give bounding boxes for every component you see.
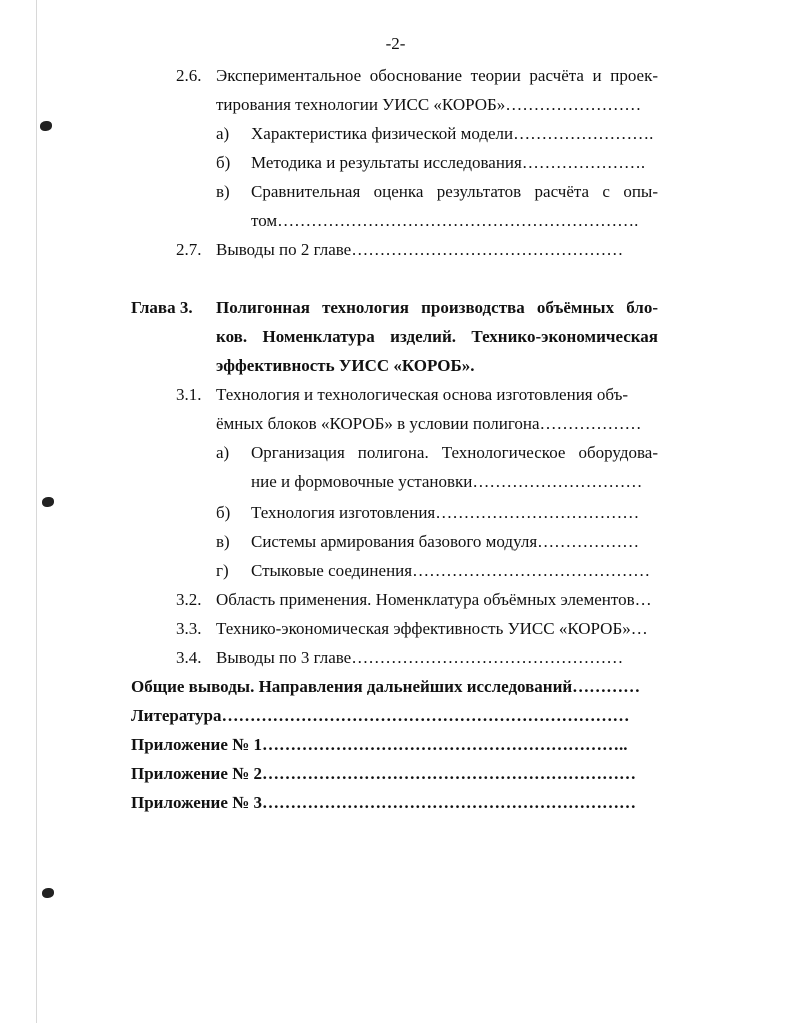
entry-title: Организация полигона. Технологическое оборудова- (251, 443, 658, 462)
entry-letter: г) (216, 561, 229, 580)
entry-title: Системы армирования базового модуля……………… (251, 532, 640, 551)
entry-title: том………………………………………………………. (251, 211, 639, 230)
page-number: -2- (385, 34, 406, 53)
binder-hole-icon (42, 497, 54, 507)
chapter-title: ков. Номенклатура изделий. Технико-экономическая (216, 327, 658, 346)
entry-title: Выводы по 2 главе………………………………………… (216, 240, 624, 259)
entry-number: 3.3. (176, 619, 202, 638)
chapter-title: Полигонная технология производства объёмных бло- (216, 298, 658, 317)
entry-title: Область применения. Номенклатура объёмных элементов… (216, 590, 652, 609)
entry-number: 3.1. (176, 385, 202, 404)
entry-letter: а) (216, 443, 230, 462)
entry-title: Экспериментальное обоснование теории расчёта и проек- (216, 66, 658, 85)
entry-letter: а) (216, 124, 230, 143)
entry-title: ние и формовочные установки………………………… (251, 472, 643, 491)
binder-hole-icon (40, 121, 52, 131)
entry-title: Методика и результаты исследования…………………. (251, 153, 646, 172)
toc-conclusions: Общие выводы. Направления дальнейших исследований………… (131, 677, 641, 696)
entry-title: Технология и технологическая основа изготовления объ- (216, 385, 629, 404)
binder-hole-icon (42, 888, 54, 898)
entry-title: Технология изготовления……………………………… (251, 503, 640, 522)
entry-letter: в) (216, 182, 230, 201)
toc-literature: Литература……………………………………………………………… (131, 706, 630, 725)
entry-title: Выводы по 3 главе………………………………………… (216, 648, 624, 667)
toc-appendix-2: Приложение № 2………………………………………………………… (131, 764, 636, 783)
entry-number: 2.6. (176, 66, 202, 85)
chapter-number: Глава 3. (131, 298, 193, 317)
entry-title: Технико-экономическая эффективность УИСС «КОРОБ»… (216, 619, 648, 638)
entry-title: Характеристика физической модели……………………. (251, 124, 654, 143)
toc-appendix-1: Приложение № 1……………………………………………………….. (131, 735, 628, 754)
entry-title: Стыковые соединения…………………………………… (251, 561, 651, 580)
entry-letter: б) (216, 153, 231, 172)
entry-title: тирования технологии УИСС «КОРОБ»…………………… (216, 95, 642, 114)
entry-title: Сравнительная оценка результатов расчёта с опы- (251, 182, 658, 201)
chapter-title: эффективность УИСС «КОРОБ». (216, 356, 475, 375)
entry-number: 3.2. (176, 590, 202, 609)
entry-letter: в) (216, 532, 230, 551)
entry-number: 2.7. (176, 240, 202, 259)
entry-number: 3.4. (176, 648, 202, 667)
entry-letter: б) (216, 503, 231, 522)
scan-margin-line (36, 0, 37, 1023)
entry-title: ёмных блоков «КОРОБ» в условии полигона……………… (216, 414, 642, 433)
toc-appendix-3: Приложение № 3………………………………………………………… (131, 793, 636, 812)
